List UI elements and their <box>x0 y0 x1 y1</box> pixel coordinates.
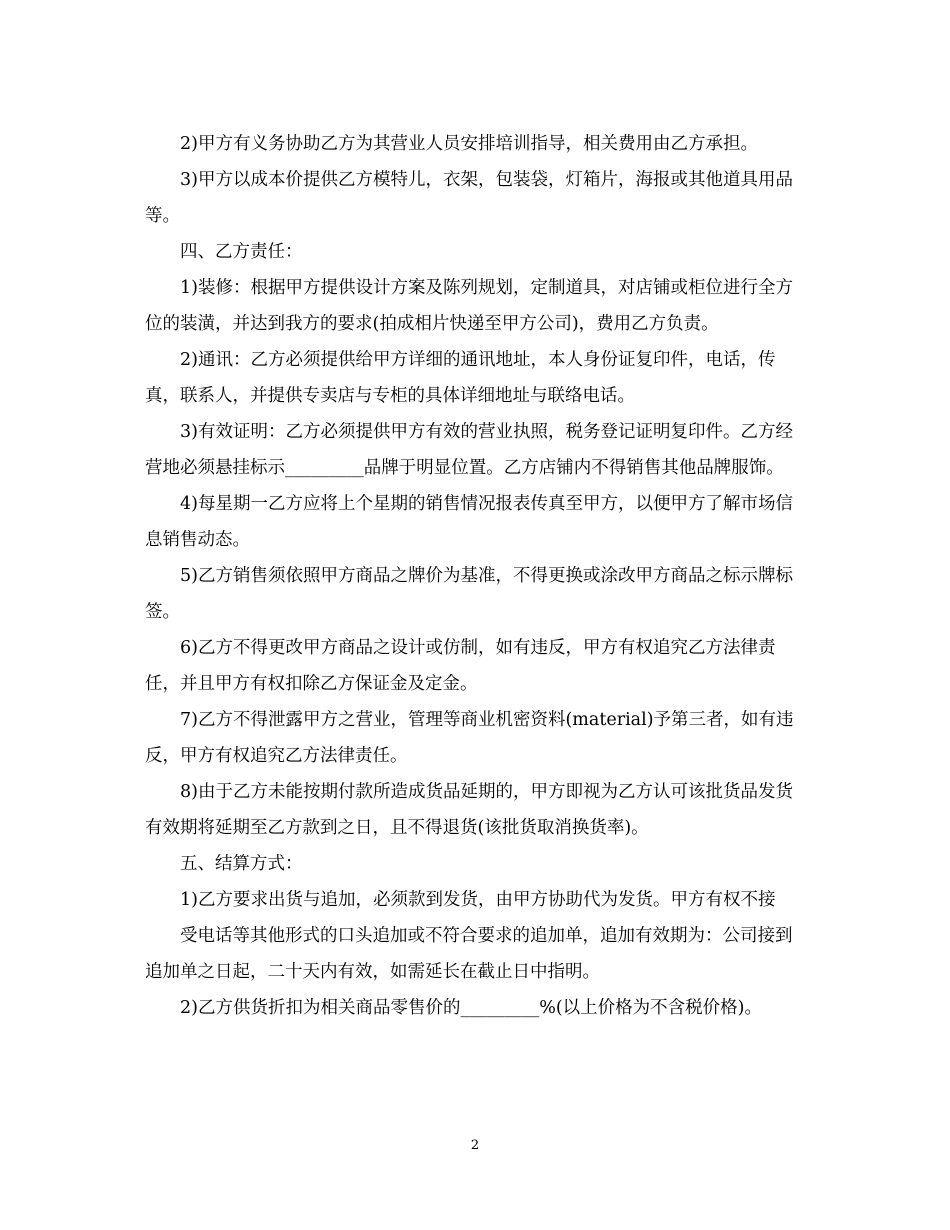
paragraph: 4)每星期一乙方应将上个星期的销售情况报表传真至甲方，以便甲方了解市场信息销售动态。 <box>145 494 793 550</box>
body-text <box>145 126 809 1026</box>
paragraph: 受电话等其他形式的口头追加或不符合要求的追加单，追加有效期为：公司接到追加单之日起，二十天内有效，如需延长在截止日中指明。 <box>145 926 793 982</box>
paragraph: 2)甲方有义务协助乙方为其营业人员安排培训指导，相关费用由乙方承担。 <box>180 134 758 154</box>
paragraph: 3)甲方以成本价提供乙方模特儿，衣架，包装袋，灯箱片，海报或其他道具用品等。 <box>145 170 793 226</box>
paragraph: 8)由于乙方未能按期付款所造成货品延期的，甲方即视为乙方认可该批货品发货有效期将延期至乙方款到之日，且不得退货(该批货取消换货率)。 <box>145 782 793 838</box>
paragraph: 5)乙方销售须依照甲方商品之牌价为基准，不得更换或涂改甲方商品之标示牌标签。 <box>145 566 793 622</box>
paragraph: 3)有效证明：乙方必须提供甲方有效的营业执照，税务登记证明复印件。乙方经营地必须悬挂标示_________品牌于明显位置。乙方店铺内不得销售其他品牌服饰。 <box>145 422 793 478</box>
paragraph: 1)装修：根据甲方提供设计方案及陈列规划，定制道具，对店铺或柜位进行全方位的装潢，并达到我方的要求(拍成相片快递至甲方公司)，费用乙方负责。 <box>145 278 793 334</box>
paragraph: 1)乙方要求出货与追加，必须款到发货，由甲方协助代为发货。甲方有权不接 <box>180 890 776 910</box>
paragraph: 7)乙方不得泄露甲方之营业，管理等商业机密资料(material)予第三者，如有违反，甲方有权追究乙方法律责任。 <box>145 710 794 766</box>
section-heading: 五、结算方式： <box>180 854 303 874</box>
section-heading: 四、乙方责任： <box>180 242 303 262</box>
paragraph: 2)乙方供货折扣为相关商品零售价的_________%(以上价格为不含税价格)。 <box>180 998 762 1018</box>
paragraph: 2)通讯：乙方必须提供给甲方详细的通讯地址，本人身份证复印件，电话，传真，联系人，并提供专卖店与专柜的具体详细地址与联络电话。 <box>145 350 776 406</box>
page-number: 2 <box>470 1138 480 1153</box>
paragraph: 6)乙方不得更改甲方商品之设计或仿制，如有违反，甲方有权追究乙方法律责任，并且甲方有权扣除乙方保证金及定金。 <box>145 638 776 694</box>
